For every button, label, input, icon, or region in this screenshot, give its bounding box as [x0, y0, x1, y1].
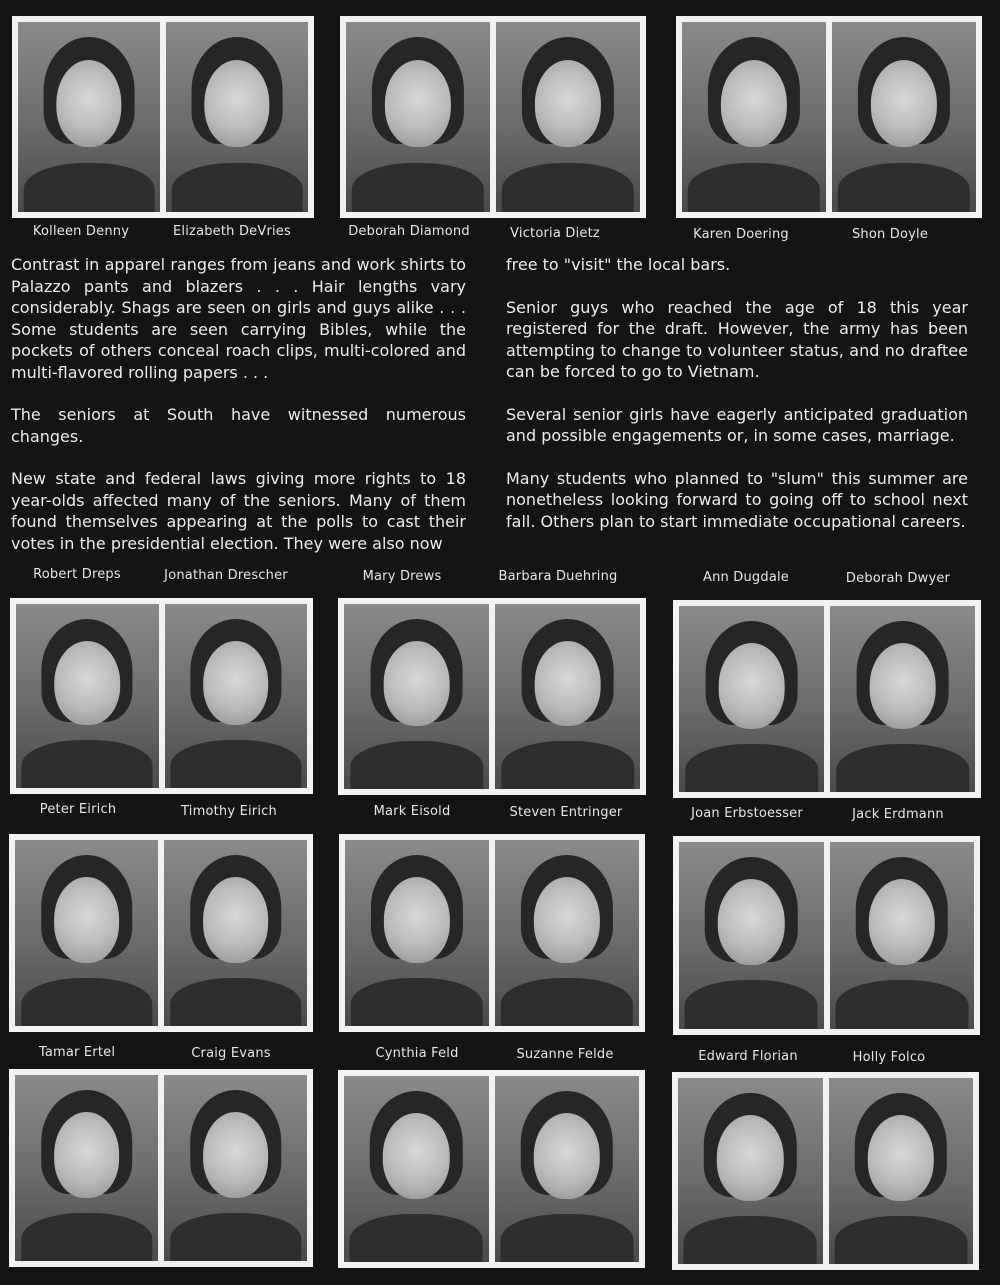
- portrait-photo: [830, 842, 975, 1029]
- portrait-photo: [164, 1075, 307, 1261]
- photo-pair: [676, 16, 982, 218]
- student-name: Mark Eisold: [373, 804, 451, 819]
- paragraph: Contrast in apparel ranges from jeans and work shirts to Palazzo pants and blazers . . . Hair lengths vary considerably. Shags are seen on girls and guys alike . . . Some students are seen carrying Bibles, while the pockets of others conceal roach clips, multi-colored and multi-flavored rolling papers . . .: [11, 255, 466, 382]
- photo-pair: [12, 16, 314, 218]
- student-name: Jonathan Drescher: [164, 568, 288, 583]
- student-name: Barbara Duehring: [498, 569, 618, 584]
- photo-pair: [338, 1070, 645, 1268]
- photo-pair: [338, 598, 646, 795]
- student-name: Robert Dreps: [33, 567, 121, 582]
- student-name: Tamar Ertel: [38, 1045, 116, 1060]
- student-name: Kolleen Denny: [32, 224, 130, 239]
- photo-pair: [340, 16, 646, 218]
- photo-pair: [10, 598, 313, 794]
- student-name: Holly Folco: [852, 1050, 926, 1065]
- student-name: Suzanne Felde: [516, 1047, 614, 1062]
- student-name: Timothy Eirich: [181, 804, 277, 819]
- portrait-photo: [678, 1078, 823, 1264]
- student-name: Karen Doering: [693, 227, 789, 242]
- portrait-photo: [344, 1076, 489, 1262]
- photo-pair: [673, 600, 981, 798]
- student-name: Jack Erdmann: [852, 807, 944, 822]
- student-name: Cynthia Feld: [375, 1046, 459, 1061]
- article-right-column: [506, 254, 968, 532]
- photo-pair: [339, 834, 645, 1032]
- student-name: Elizabeth DeVries: [173, 224, 291, 239]
- paragraph: New state and federal laws giving more rights to 18 year-olds affected many of the seniors. Many of them found themselves appearing at the polls to cast their votes in the presidential election. They were also now: [11, 469, 466, 553]
- student-name: Joan Erbstoesser: [691, 806, 803, 821]
- portrait-photo: [495, 604, 640, 789]
- portrait-photo: [164, 840, 307, 1026]
- portrait-photo: [679, 842, 824, 1029]
- portrait-photo: [830, 606, 975, 792]
- portrait-photo: [166, 22, 308, 212]
- portrait-photo: [345, 840, 489, 1026]
- student-name: Ann Dugdale: [702, 570, 790, 585]
- paragraph: Senior guys who reached the age of 18 this year registered for the draft. However, the army has been attempting to change to volunteer status, and no draftee can be forced to go to Vietnam.: [506, 297, 968, 381]
- portrait-photo: [165, 604, 308, 788]
- portrait-photo: [682, 22, 826, 212]
- portrait-photo: [18, 22, 160, 212]
- portrait-photo: [829, 1078, 974, 1264]
- portrait-photo: [15, 840, 158, 1026]
- portrait-photo: [496, 22, 640, 212]
- paragraph: Many students who planned to "slum" this summer are nonetheless looking forward to going off to school next fall. Others plan to start immediate occupational careers.: [506, 468, 968, 531]
- portrait-photo: [495, 1076, 640, 1262]
- student-name: Peter Eirich: [39, 802, 117, 817]
- student-name: Edward Florian: [698, 1049, 798, 1064]
- student-name: Victoria Dietz: [510, 226, 600, 241]
- portrait-photo: [15, 1075, 158, 1261]
- paragraph: free to "visit" the local bars.: [506, 255, 731, 274]
- photo-pair: [9, 834, 313, 1032]
- student-name: Deborah Dwyer: [845, 571, 951, 586]
- portrait-photo: [16, 604, 159, 788]
- article-left-column: [11, 254, 466, 554]
- portrait-photo: [344, 604, 489, 789]
- student-name: Shon Doyle: [851, 227, 929, 242]
- portrait-photo: [679, 606, 824, 792]
- photo-pair: [673, 836, 980, 1035]
- portrait-photo: [346, 22, 490, 212]
- portrait-photo: [495, 840, 639, 1026]
- student-name: Steven Entringer: [509, 805, 623, 820]
- paragraph: The seniors at South have witnessed numerous changes.: [11, 405, 466, 446]
- portrait-photo: [832, 22, 976, 212]
- photo-pair: [9, 1069, 313, 1267]
- student-name: Craig Evans: [191, 1046, 271, 1061]
- paragraph: Several senior girls have eagerly anticipated graduation and possible engagements or, in some cases, marriage.: [506, 404, 968, 445]
- student-name: Mary Drews: [362, 569, 442, 584]
- student-name: Deborah Diamond: [348, 224, 470, 239]
- photo-pair: [672, 1072, 979, 1270]
